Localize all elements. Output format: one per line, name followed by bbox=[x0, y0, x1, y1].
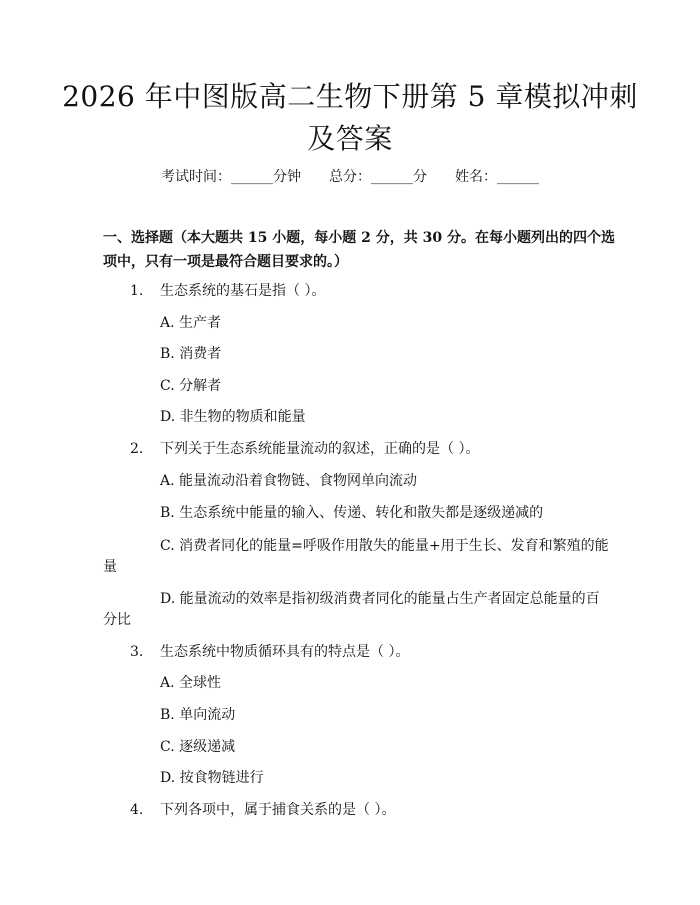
exam-score: 总分：______分 bbox=[329, 169, 427, 185]
option-b: B. 生态系统中能量的输入、传递、转化和散失都是逐级递减的 bbox=[160, 505, 544, 521]
question-text: 生态系统的基石是指（ ）。 bbox=[160, 283, 326, 299]
option-d: D. 按食物链进行 bbox=[160, 770, 264, 786]
question-text: 下列关于生态系统能量流动的叙述，正确的是（ ）。 bbox=[160, 441, 480, 457]
question-number: 3. bbox=[130, 644, 144, 660]
exam-info bbox=[0, 167, 700, 187]
option-b: B. 单向流动 bbox=[160, 707, 236, 723]
option-c: C. 逐级递减 bbox=[160, 739, 236, 755]
question-number: 1. bbox=[130, 283, 144, 299]
section-heading: 一、选择题（本大题共 15 小题，每小题 2 分，共 30 分。在每小题列出的四个选项中，只有一项是最符合题目要求的。） bbox=[103, 230, 615, 270]
question-text: 下列各项中，属于捕食关系的是（ ）。 bbox=[160, 802, 396, 818]
option-c: C. 消费者同化的能量=呼吸作用散失的能量+用于生长、发育和繁殖的能 bbox=[160, 538, 609, 554]
option-d-wrap: 分比 bbox=[103, 612, 131, 628]
option-d: D. 非生物的物质和能量 bbox=[160, 409, 306, 425]
option-a: A. 全球性 bbox=[160, 675, 222, 691]
option-c: C. 分解者 bbox=[160, 378, 222, 394]
question-number: 2. bbox=[130, 441, 144, 457]
option-c-wrap: 量 bbox=[103, 559, 117, 575]
title-line-1: 2026 年中图版高二生物下册第 5 章模拟冲刺 bbox=[62, 80, 638, 113]
title-line-2: 及答案 bbox=[307, 122, 393, 155]
page-title bbox=[60, 76, 640, 160]
option-a: A. 生产者 bbox=[160, 315, 222, 331]
option-b: B. 消费者 bbox=[160, 346, 222, 362]
option-d: D. 能量流动的效率是指初级消费者同化的能量占生产者固定总能量的百 bbox=[160, 591, 600, 607]
option-a: A. 能量流动沿着食物链、食物网单向流动 bbox=[160, 473, 418, 489]
exam-name: 姓名：______ bbox=[455, 169, 539, 185]
question-number: 4. bbox=[130, 802, 144, 818]
question-text: 生态系统中物质循环具有的特点是（ ）。 bbox=[160, 644, 410, 660]
exam-time: 考试时间：______分钟 bbox=[161, 169, 301, 185]
